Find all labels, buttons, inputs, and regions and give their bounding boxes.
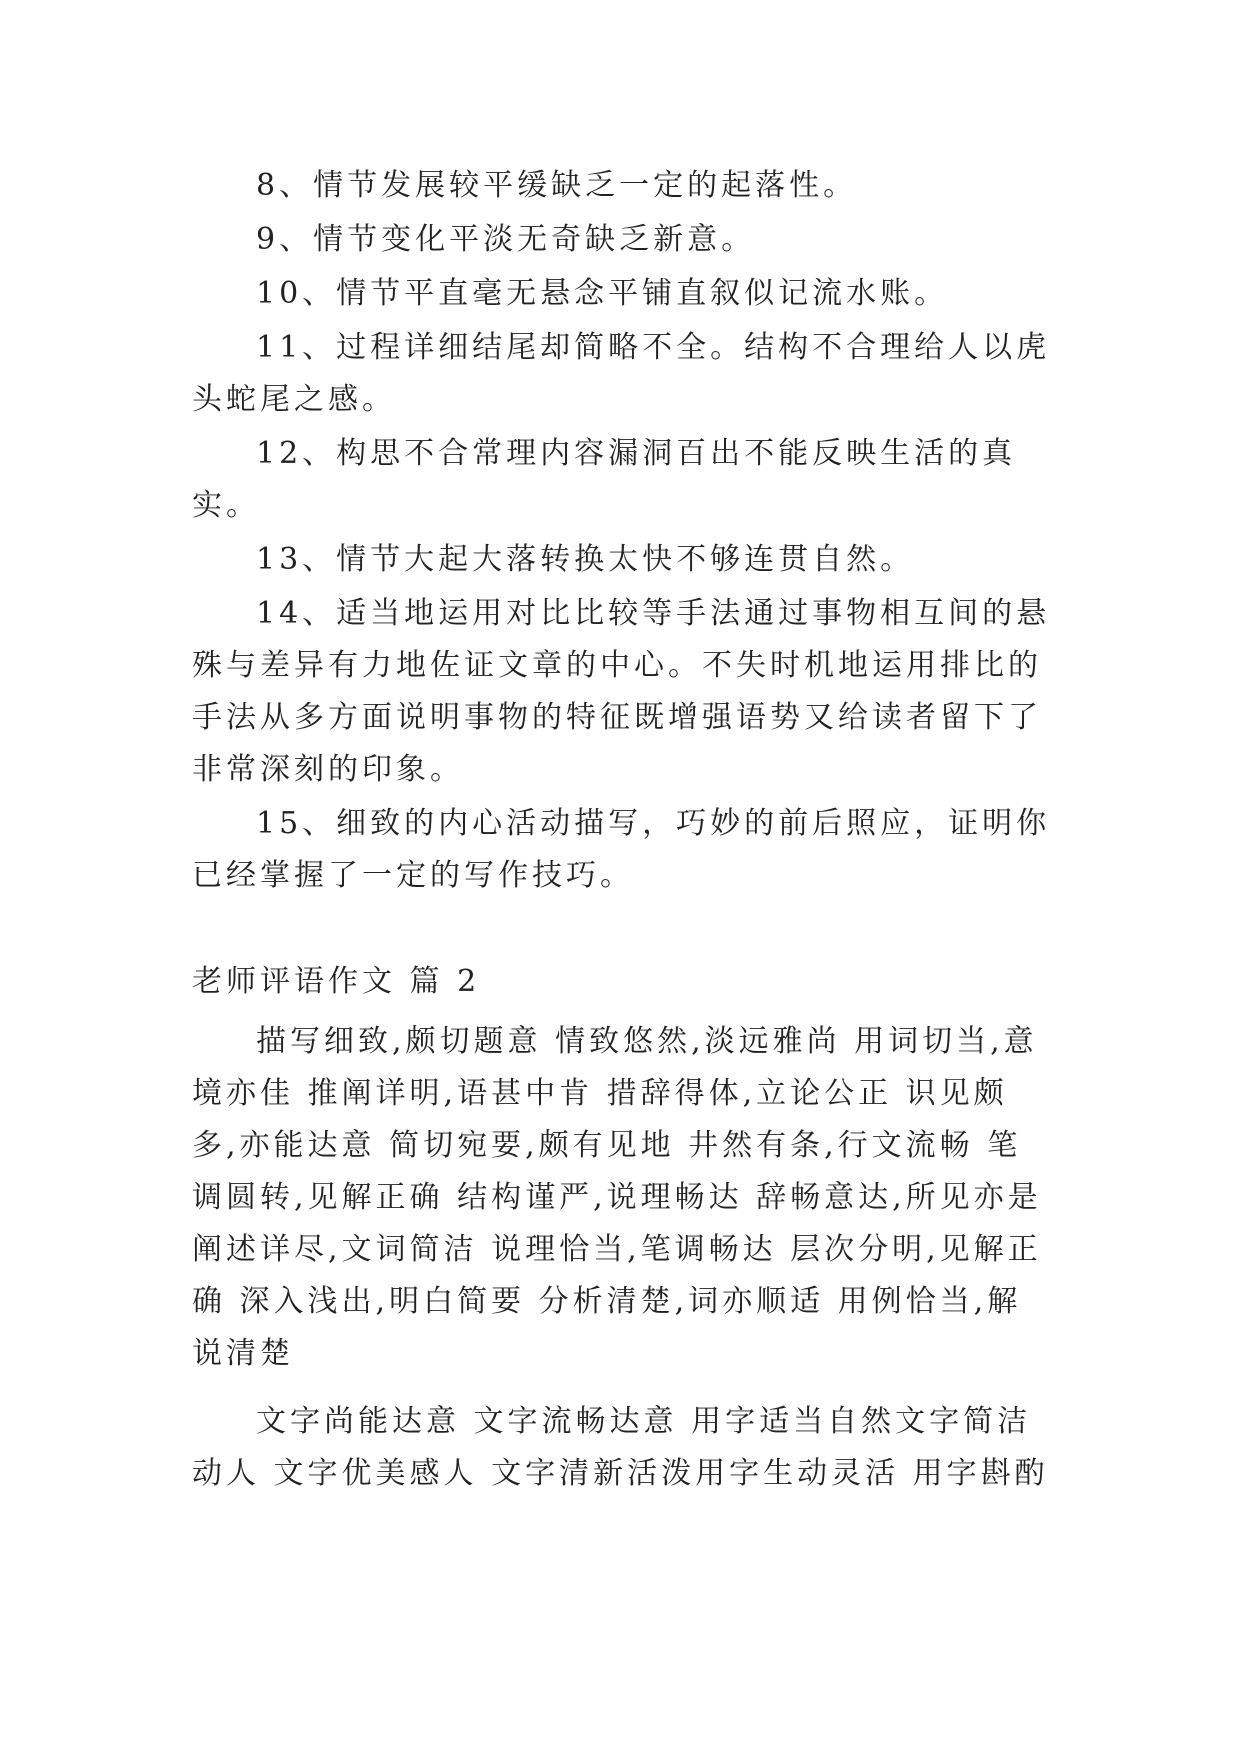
comment-item-10: 10、情节平直毫无悬念平铺直叙似记流水账。 bbox=[256, 276, 949, 311]
comment-item-9: 9、情节变化平淡无奇缺乏新意。 bbox=[256, 222, 756, 257]
comment-item-8: 8、情节发展较平缓缺乏一定的起落性。 bbox=[256, 168, 858, 203]
comment-item-15: 15、细致的内心活动描写，巧妙的前后照应，证明你已经掌握了一定的写作技巧。 bbox=[192, 806, 1051, 893]
comment-item-14: 14、适当地运用对比比较等手法通过事物相互间的悬殊与差异有力地佐证文章的中心。不失时机地运用排比的手法从多方面说明事物的特征既增强语势又给读者留下了非常深刻的印象。 bbox=[192, 596, 1051, 787]
section-title: 老师评语作文 篇 2 bbox=[192, 964, 481, 999]
comment-item-13: 13、情节大起大落转换太快不够连贯自然。 bbox=[256, 542, 915, 577]
comment-item-12: 12、构思不合常理内容漏洞百出不能反映生活的真实。 bbox=[192, 436, 1017, 523]
comment-item-11: 11、过程详细结尾却简略不全。结构不合理给人以虎头蛇尾之感。 bbox=[192, 330, 1051, 417]
section-paragraph-1: 描写细致,颇切题意 情致悠然,淡远雅尚 用词切当,意境亦佳 推阐详明,语甚中肯 措辞得体,立论公正 识见颇多,亦能达意 简切宛要,颇有见地 井然有条,行文流畅 笔调圆转,见解正确 结构谨严,说理畅达 辞畅意达,所见亦是 阐述详尽,文词简洁 说理恰当,笔调畅达 层次分明,见解正确 深入浅出,明白简要 分析清楚,词亦顺适 用例恰当,解说清楚 bbox=[192, 1024, 1042, 1371]
document-body bbox=[192, 160, 1052, 1502]
section-paragraph-2: 文字尚能达意 文字流畅达意 用字适当自然文字简洁动人 文字优美感人 文字清新活泼用字生动灵活 用字斟酌 bbox=[192, 1404, 1049, 1491]
